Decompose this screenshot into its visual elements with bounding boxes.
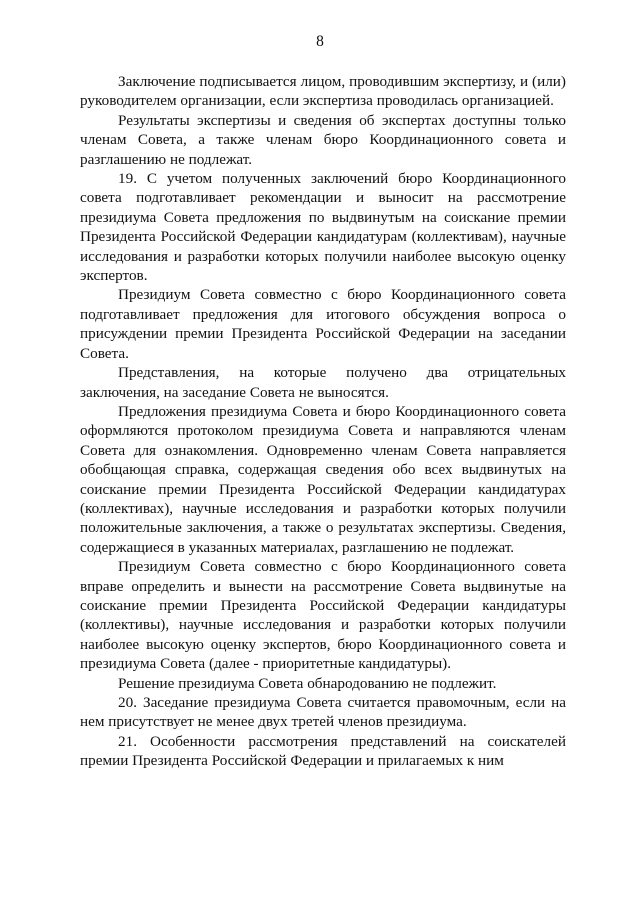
paragraph: 21. Особенности рассмотрения представлений на соискателей премии Президента Российской Федерации и прилагаемых к ним	[80, 732, 566, 770]
document-body	[80, 72, 566, 771]
paragraph: Решение президиума Совета обнародованию не подлежит.	[118, 674, 497, 692]
paragraph: 19. С учетом полученных заключений бюро Координационного совета подготавливает рекомендации и выносит на рассмотрение президиума Совета предложения по выдвинутым на соискание премии Президента Российской Федерации кандидатурам (коллективам), научные исследования и разработки которых получили наиболее высокую оценку экспертов.	[80, 170, 566, 285]
paragraph: Предложения президиума Совета и бюро Координационного совета оформляются протоколом президиума Совета и направляются членам Совета для ознакомления. Одновременно членам Совета направляется обобщающая справка, содержащая сведения обо всех выдвинутых на соискание премии Президента Российской Федерации кандидатурах (коллективах), научные исследования и разработки которых получили положительные заключения, а также о результатах экспертизы. Сведения, содержащиеся в указанных материалах, разглашению не подлежат.	[80, 402, 566, 556]
paragraph: Президиум Совета совместно с бюро Координационного совета подготавливает предложения для итогового обсуждения вопроса о присуждении премии Президента Российской Федерации на заседании Совета.	[80, 286, 566, 362]
paragraph: 20. Заседание президиума Совета считается правомочным, если на нем присутствует не менее двух третей членов президиума.	[80, 694, 566, 731]
paragraph: Президиум Совета совместно с бюро Координационного совета вправе определить и вынести на рассмотрение Совета выдвинутые на соискание премии Президента Российской Федерации кандидатуры (коллективы), научные исследования и разработки которых получили наиболее высокую оценку экспертов, бюро Координационного совета и президиума Совета (далее - приоритетные кандидатуры).	[80, 558, 566, 673]
paragraph: Заключение подписывается лицом, проводившим экспертизу, и (или) руководителем организации, если экспертиза проводилась организацией.	[80, 73, 566, 110]
paragraph: Представления, на которые получено два отрицательных заключения, на заседание Совета не выносятся.	[80, 364, 566, 401]
page-number: 8	[316, 33, 324, 50]
paragraph: Результаты экспертизы и сведения об экспертах доступны только членам Совета, а также членам бюро Координационного совета и разглашению не подлежат.	[80, 111, 566, 168]
